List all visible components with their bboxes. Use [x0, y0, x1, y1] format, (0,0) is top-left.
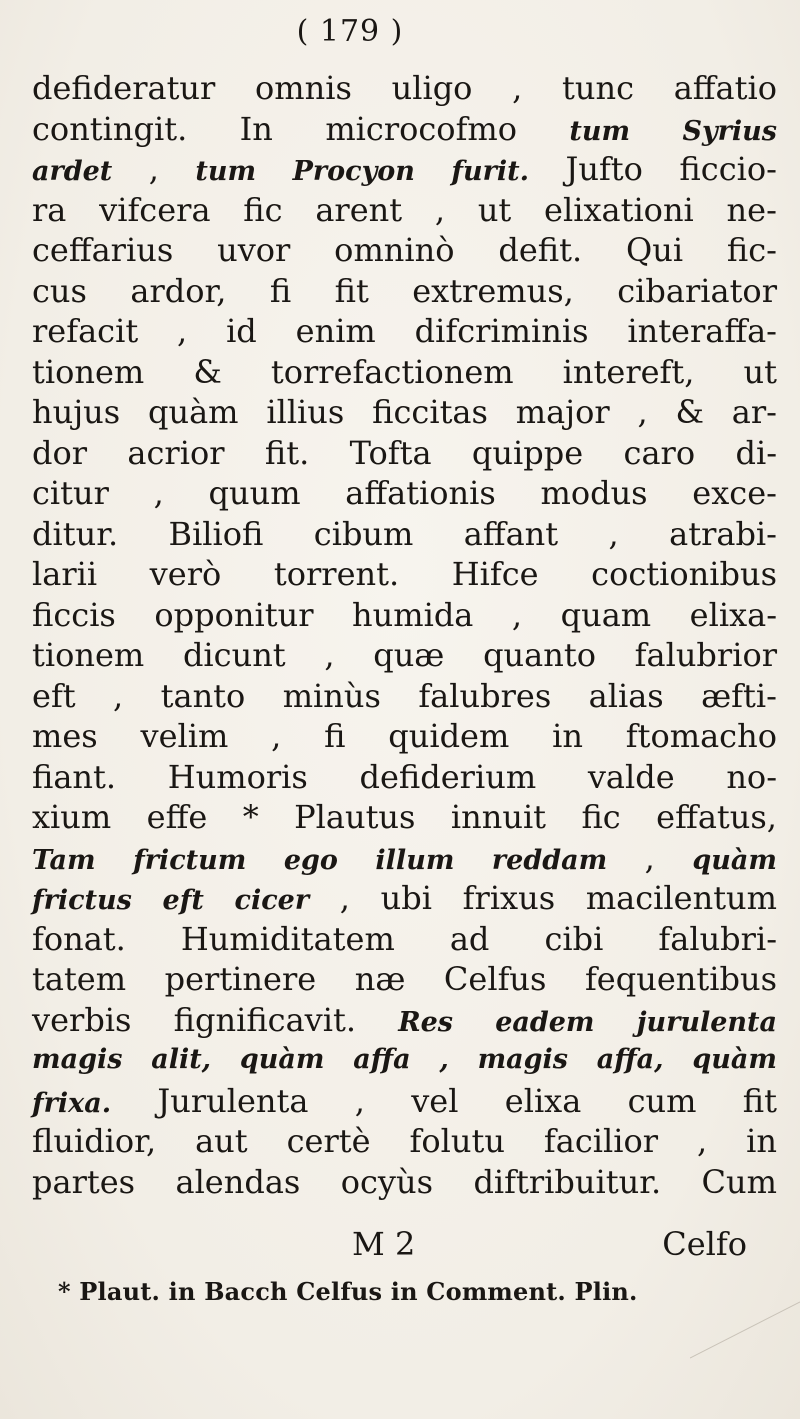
word: verbis: [32, 1000, 132, 1039]
word: ad: [449, 919, 490, 958]
text-line: [32, 473, 777, 514]
word: furit.: [451, 156, 530, 187]
word: facilior: [543, 1122, 659, 1160]
word: fic-: [726, 231, 777, 269]
word: quanto: [483, 636, 596, 674]
text-line: [32, 1000, 777, 1041]
word: affatio: [673, 69, 777, 107]
word: ar-: [731, 393, 777, 431]
word: ne-: [726, 190, 777, 229]
word: caro: [623, 433, 696, 472]
word: affant: [463, 514, 559, 553]
word: æfti-: [701, 676, 777, 715]
word: diftribuitur.: [473, 1162, 662, 1201]
word: acrior: [127, 433, 225, 472]
word: fluidior,: [32, 1122, 157, 1160]
text-line: [32, 676, 777, 717]
word: affa,: [596, 1044, 664, 1075]
word: alit,: [151, 1044, 212, 1075]
word: in: [552, 717, 583, 755]
word: uvor: [217, 231, 291, 269]
text-line: [32, 311, 777, 352]
text-line: [32, 352, 777, 393]
word: ocyùs: [340, 1162, 434, 1201]
word: elixa-: [689, 595, 777, 634]
word: enim: [295, 312, 376, 350]
word: Res: [398, 1006, 454, 1038]
text-line: [32, 919, 777, 960]
word: Biliofi: [168, 514, 264, 553]
word: tionem: [32, 636, 145, 674]
word: modus: [540, 474, 648, 512]
word: exce-: [692, 474, 777, 512]
word: frictum: [133, 844, 247, 876]
text-line: [32, 878, 777, 919]
word: ,: [439, 1044, 449, 1075]
word: ,: [271, 717, 282, 755]
word: Hifce: [451, 555, 539, 593]
word: fit: [742, 1081, 777, 1120]
word: fi: [269, 271, 292, 310]
word: tunc: [562, 69, 635, 107]
text-line: [32, 1162, 777, 1203]
signature-mark: M 2: [352, 1225, 416, 1263]
word: contingit.: [32, 109, 188, 148]
word: minùs: [282, 676, 381, 715]
word: humida: [352, 595, 474, 634]
word: quàm: [692, 1044, 777, 1075]
word: aut: [195, 1122, 248, 1160]
word: ficcis: [32, 595, 116, 634]
word: frictus: [32, 885, 132, 916]
word: fic: [243, 190, 283, 229]
word: defit.: [498, 231, 583, 269]
word: opponitur: [154, 595, 314, 634]
word: affa: [353, 1044, 411, 1075]
word: defideratur: [32, 69, 216, 107]
word: ,: [644, 838, 655, 877]
word: di-: [735, 433, 777, 472]
word: vel: [411, 1081, 459, 1120]
word: ,: [324, 636, 335, 674]
word: Tofta: [349, 433, 432, 472]
word: ,: [637, 393, 648, 431]
word: macilentum: [585, 879, 777, 917]
word: uligo: [391, 69, 473, 107]
word: fonat.: [32, 919, 126, 958]
word: in: [746, 1122, 777, 1160]
word: hujus: [32, 393, 121, 431]
word: frixus: [462, 879, 556, 917]
word: difcriminis: [414, 312, 589, 350]
word: eft: [162, 885, 204, 916]
word: quàm: [148, 393, 239, 431]
text-line: [32, 514, 777, 555]
word: refacit: [32, 312, 139, 350]
word: partes: [32, 1162, 136, 1201]
word: microcofmo: [325, 109, 518, 148]
signature-line: [32, 1225, 777, 1267]
word: jurulenta: [636, 1006, 777, 1038]
word: elixa: [504, 1081, 582, 1120]
word: tanto: [160, 676, 246, 715]
word: Syrius: [682, 115, 777, 147]
text-line: [32, 392, 777, 433]
word: effe: [146, 798, 208, 836]
word: ditur.: [32, 514, 119, 553]
text-line: [32, 838, 777, 879]
word: tum: [569, 115, 631, 147]
word: quæ: [373, 636, 445, 674]
word: cum: [627, 1081, 697, 1120]
word: quàm: [692, 844, 777, 876]
word: ftomacho: [625, 717, 777, 755]
word: magis: [32, 1044, 123, 1075]
word: alias: [588, 676, 664, 715]
word: torrent.: [273, 555, 400, 593]
word: ceffarius: [32, 231, 174, 269]
word: innuit: [450, 798, 547, 836]
word: no-: [726, 757, 777, 796]
word: verò: [149, 555, 222, 593]
text-line: [32, 797, 777, 838]
word: quippe: [471, 433, 584, 472]
word: quum: [208, 474, 301, 512]
word: Cum: [701, 1162, 777, 1201]
catchword: Celfo: [662, 1225, 747, 1263]
word: fic: [581, 798, 621, 836]
word: fignificavit.: [173, 1000, 356, 1039]
word: alendas: [175, 1162, 301, 1201]
word: falubrior: [634, 636, 777, 674]
word: folutu: [409, 1122, 505, 1160]
word: cibi: [544, 919, 604, 958]
word: ,: [177, 312, 188, 350]
word: falubri-: [658, 919, 777, 958]
word: tatem: [32, 960, 127, 998]
word: id: [226, 312, 257, 350]
word: omnis: [255, 69, 352, 107]
text-line: [32, 190, 777, 231]
text-line: [32, 68, 777, 109]
word: velim: [140, 717, 229, 755]
word: vifcera: [99, 190, 211, 229]
word: In: [239, 109, 273, 148]
text-line: [32, 959, 777, 1000]
word: ,: [511, 595, 523, 634]
word: ardet: [32, 156, 113, 187]
word: tionem: [32, 352, 145, 391]
page-edge-mark: [690, 1300, 800, 1360]
word: cus: [32, 271, 87, 310]
word: ,: [697, 1122, 708, 1160]
word: effatus,: [656, 798, 777, 836]
word: ,: [512, 69, 523, 107]
word: cibum: [313, 514, 414, 553]
word: interaffa-: [627, 312, 777, 350]
word: ,: [354, 1081, 365, 1120]
word: ubi: [380, 879, 432, 917]
word: Tam: [32, 844, 96, 876]
text-line: [32, 149, 777, 190]
word: ,: [608, 514, 619, 553]
word: affationis: [345, 474, 496, 512]
footnote: * Plaut. in Bacch Celfus in Comment. Plin.: [58, 1277, 638, 1306]
word: larii: [32, 555, 98, 593]
word: næ: [354, 960, 406, 998]
text-line: [32, 1081, 777, 1122]
word: Jurulenta: [157, 1081, 309, 1120]
text-line: [32, 271, 777, 312]
word: arent: [315, 190, 403, 229]
word: pertinere: [164, 960, 317, 998]
word: valde: [587, 757, 675, 796]
word: &: [675, 393, 704, 431]
text-line: [32, 433, 777, 474]
text-line: [32, 230, 777, 271]
word: ,: [113, 676, 124, 715]
word: defiderium: [359, 757, 537, 796]
word: fequentibus: [584, 960, 777, 998]
word: certè: [286, 1122, 371, 1160]
word: illum: [375, 844, 455, 876]
word: Jufto: [565, 150, 643, 188]
word: elixationi: [544, 190, 694, 229]
word: ,: [148, 150, 159, 188]
word: fi: [324, 717, 346, 755]
word: eft: [32, 676, 76, 715]
word: coctionibus: [591, 555, 777, 593]
word: torrefactionem: [270, 352, 514, 391]
word: ut: [477, 190, 512, 229]
text-line: [32, 757, 777, 798]
word: eadem: [495, 1006, 595, 1038]
word: frixa.: [32, 1087, 112, 1119]
word: xium: [32, 798, 112, 836]
word: falubres: [418, 676, 552, 715]
word: magis: [477, 1044, 568, 1075]
word: ficcio-: [679, 150, 777, 188]
word: ficcitas: [372, 393, 488, 431]
word: Humiditatem: [180, 919, 395, 958]
word: ut: [743, 352, 777, 391]
word: omninò: [334, 231, 455, 269]
word: tum: [195, 156, 257, 187]
word: Plautus: [294, 798, 416, 836]
word: quàm: [239, 1044, 325, 1075]
word: citur: [32, 474, 109, 512]
word: atrabi-: [669, 514, 777, 553]
word: illius: [266, 393, 345, 431]
word: cibariator: [617, 271, 777, 310]
text-line: [32, 109, 777, 150]
word: ,: [434, 190, 446, 229]
word: extremus,: [412, 271, 574, 310]
word: reddam: [491, 844, 608, 876]
word: intereft,: [562, 352, 695, 391]
text-line: [32, 716, 777, 757]
word: ardor,: [130, 271, 227, 310]
word: quam: [560, 595, 652, 634]
word: *: [242, 798, 259, 836]
word: Humoris: [167, 757, 308, 796]
text-line: [32, 554, 777, 595]
page-number: ( 179 ): [296, 14, 404, 49]
text-line: [32, 1121, 777, 1162]
text-line: [32, 1040, 777, 1081]
word: ego: [283, 844, 338, 876]
word: ,: [339, 879, 350, 917]
word: dicunt: [182, 636, 286, 674]
word: fiant.: [32, 757, 117, 796]
main-text: [32, 68, 777, 1202]
word: Procyon: [292, 156, 415, 187]
word: quidem: [388, 717, 510, 755]
word: fit: [334, 271, 369, 310]
word: ,: [153, 474, 164, 512]
word: cicer: [234, 885, 310, 916]
word: Qui: [625, 231, 684, 269]
word: fit.: [264, 433, 310, 472]
text-line: [32, 595, 777, 636]
word: Celfus: [443, 960, 547, 998]
word: mes: [32, 717, 98, 755]
text-line: [32, 635, 777, 676]
word: &: [193, 352, 222, 391]
word: major: [515, 393, 610, 431]
word: dor: [32, 433, 88, 472]
word: ra: [32, 190, 67, 229]
